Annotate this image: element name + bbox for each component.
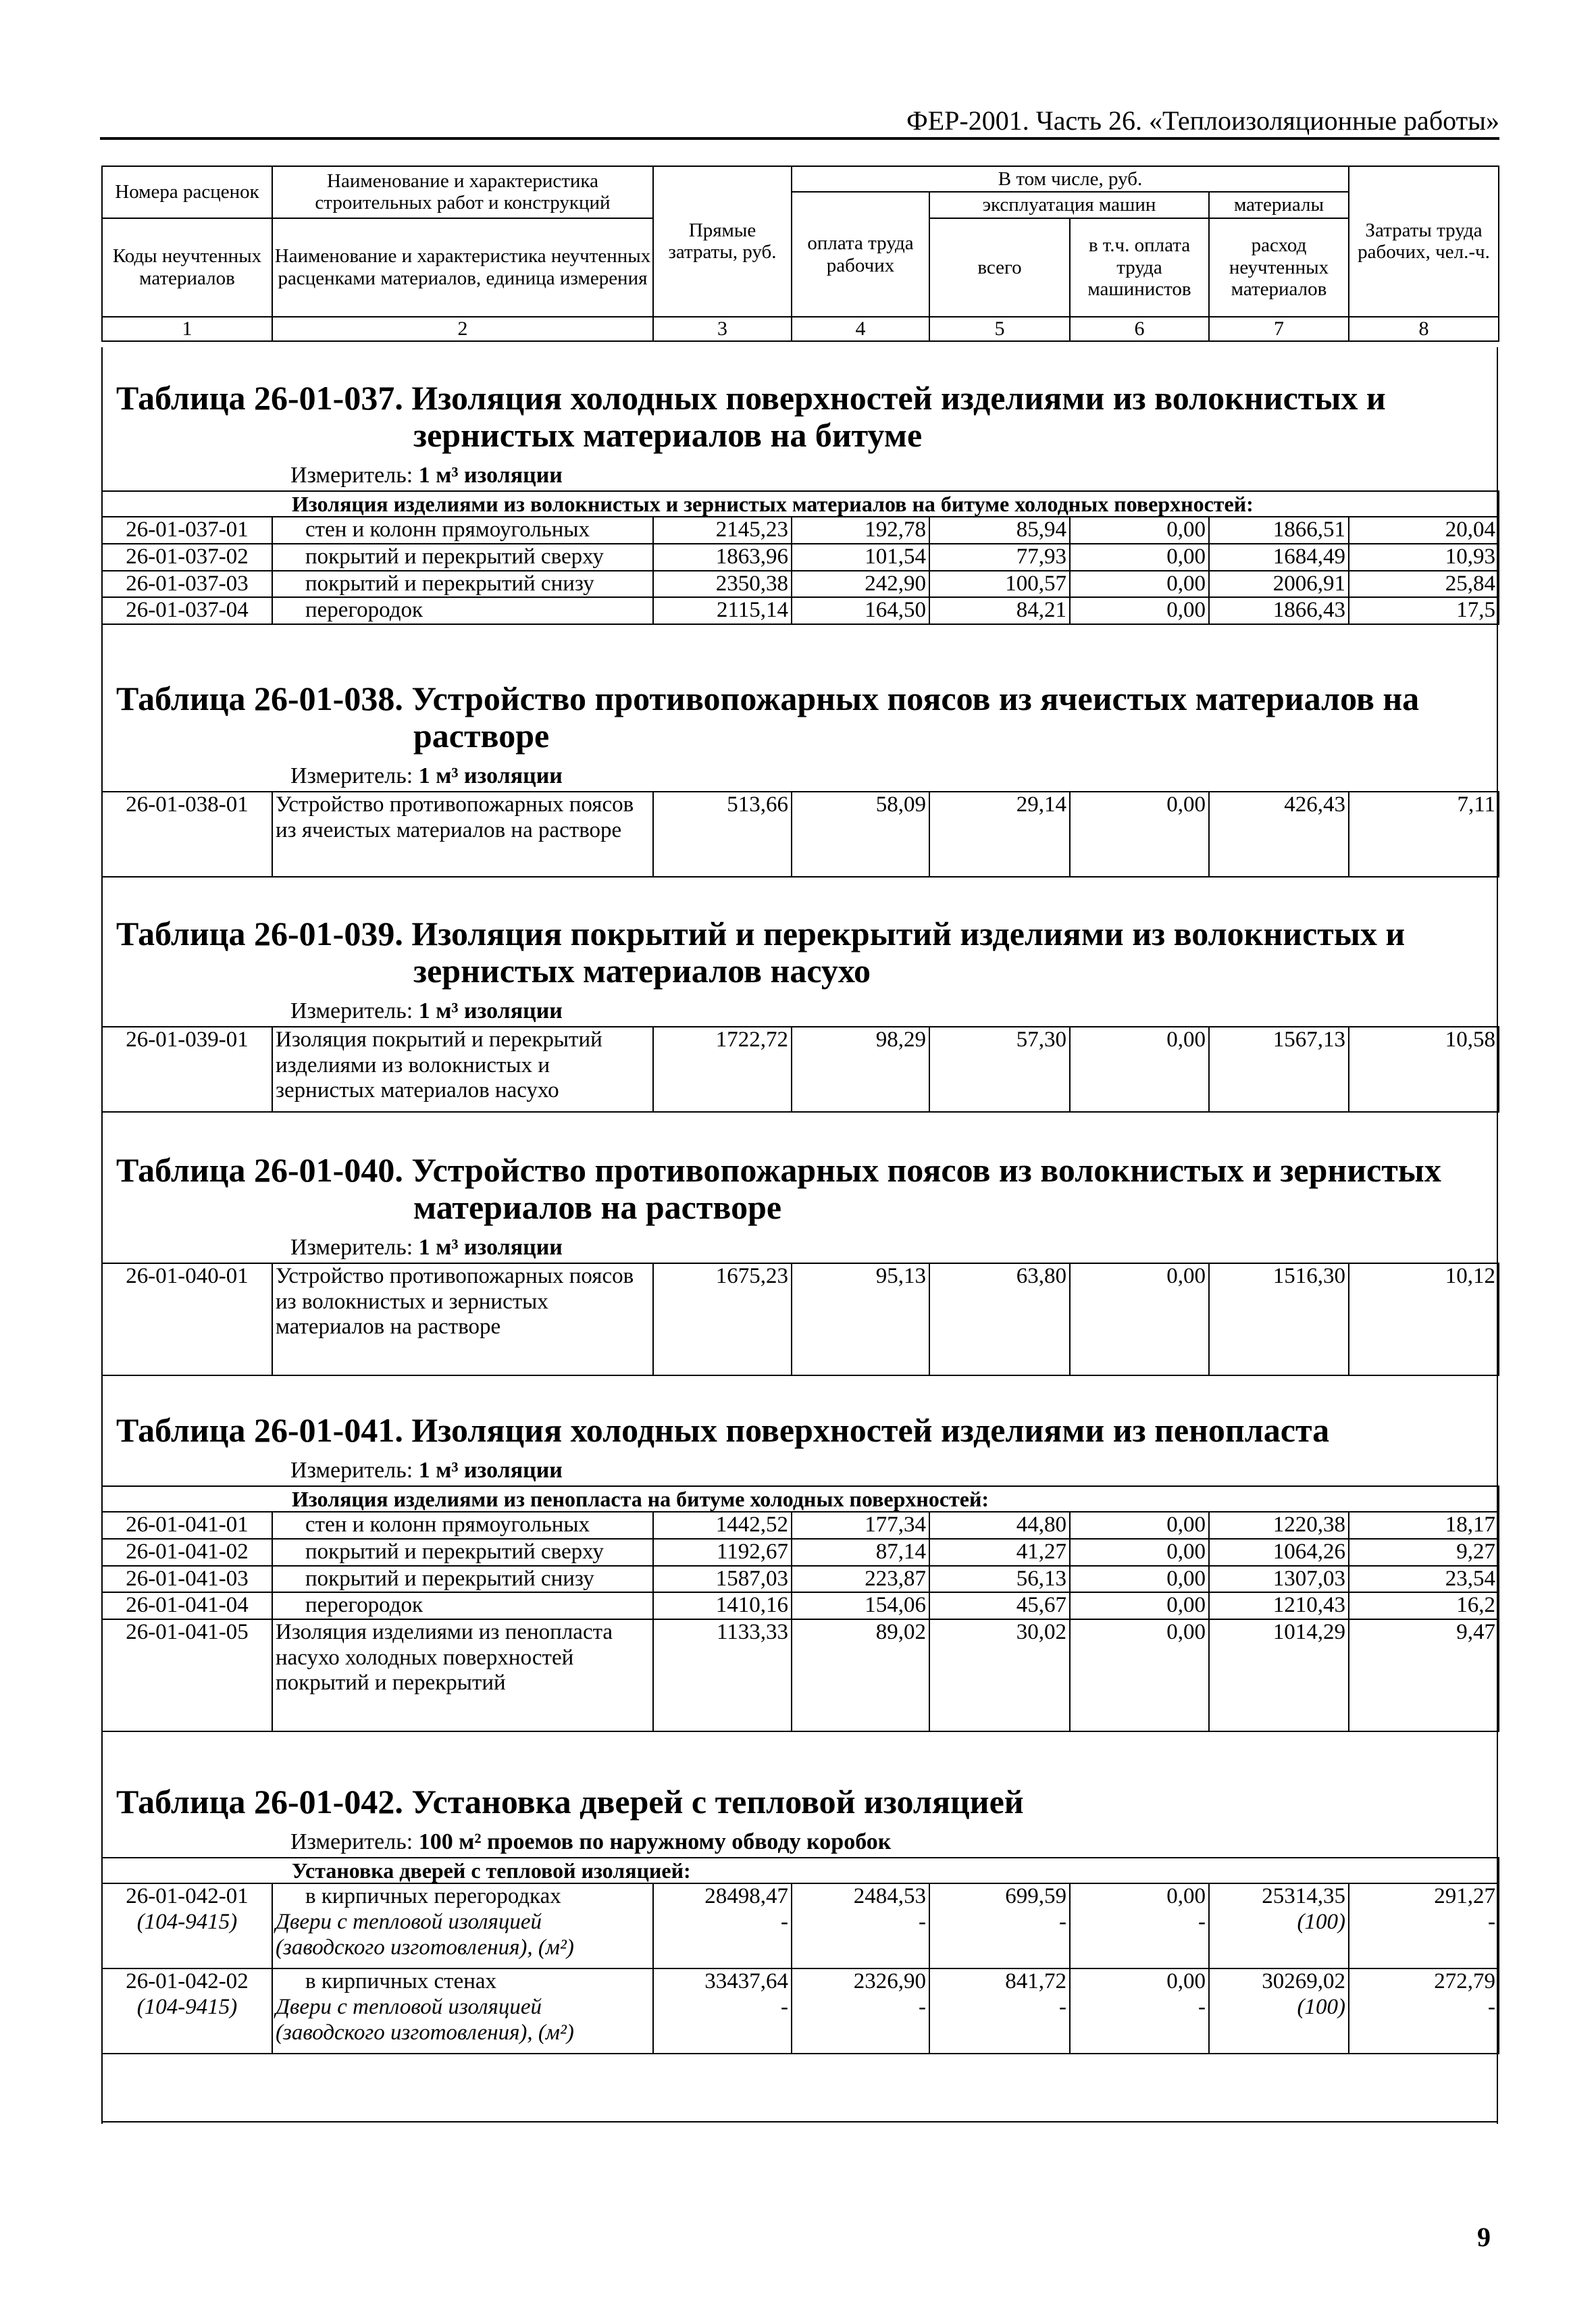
materials-value: 25314,35 — [1262, 1884, 1345, 1909]
machines-total — [929, 1883, 1070, 1968]
work-name: стен и колонн прямоугольных — [272, 517, 653, 544]
header-rule — [100, 137, 1499, 140]
labor-hours: 10,12 — [1349, 1263, 1499, 1375]
machinist-pay — [1070, 1883, 1209, 1968]
section-26-01-037 — [101, 380, 1498, 625]
measure-value: 1 м³ изоляции — [418, 463, 563, 488]
labor-hours: 25,84 — [1349, 571, 1499, 598]
measure-label: Измеритель: — [290, 463, 413, 488]
work-name — [272, 1883, 653, 1968]
direct-costs — [653, 1883, 792, 1968]
labor-hours: 16,2 — [1349, 1592, 1499, 1619]
machines-total: 45,67 — [929, 1592, 1070, 1619]
measure-value: 1 м³ изоляции — [418, 998, 563, 1023]
header-materials: материалы — [1209, 192, 1349, 218]
work-name: перегородок — [272, 597, 653, 624]
direct-costs: 2145,23 — [653, 517, 792, 544]
subheading: Установка дверей с тепловой изоляцией: — [102, 1858, 1499, 1883]
measure-label: Измеритель: — [290, 1829, 413, 1854]
header-worker-pay: оплата труда рабочих — [792, 192, 929, 316]
material-dash: - — [1488, 1910, 1496, 1935]
table-row — [102, 517, 1499, 544]
rates-table — [101, 1026, 1499, 1113]
worker-pay: 95,13 — [792, 1263, 929, 1375]
material-dash: - — [781, 1910, 788, 1935]
measure-line — [290, 1456, 1498, 1485]
materials: 1064,26 — [1209, 1539, 1349, 1566]
worker-pay: 98,29 — [792, 1027, 929, 1112]
labor-hours — [1349, 1883, 1499, 1968]
header-labor-hours: Затраты труда рабочих, чел.-ч. — [1349, 166, 1499, 317]
machinist-pay: 0,00 — [1070, 1566, 1209, 1593]
col-num: 4 — [792, 317, 929, 341]
material-name: Двери с тепловой изоляцией (заводского изготовления), (м²) — [276, 1910, 574, 1960]
header-rate-number: Номера расценок — [102, 166, 272, 218]
materials — [1209, 1968, 1349, 2054]
col-num: 3 — [653, 317, 792, 341]
measure-line — [290, 461, 1498, 490]
machinist-pay: 0,00 — [1070, 1027, 1209, 1112]
section-26-01-039 — [101, 915, 1498, 1113]
labor-hours: 7,11 — [1349, 792, 1499, 877]
work-name-text: в кирпичных стенах — [305, 1969, 497, 1994]
col-num: 5 — [929, 317, 1070, 341]
table-row — [102, 571, 1499, 598]
materials: 1210,43 — [1209, 1592, 1349, 1619]
section-26-01-042 — [101, 1783, 1498, 2054]
subheading: Изоляция изделиями из волокнистых и зернистых материалов на битуме холодных поверхностей: — [102, 491, 1499, 517]
table-row — [102, 1968, 1499, 2054]
materials: 426,43 — [1209, 792, 1349, 877]
materials: 1307,03 — [1209, 1566, 1349, 1593]
rate-code: 26-01-041-02 — [102, 1539, 272, 1566]
section-title-number: Таблица 26-01-037. — [116, 379, 403, 417]
work-name: Изоляция изделиями из пенопласта насухо холодных поверхностей покрытий и перекрытий — [272, 1619, 653, 1731]
materials: 1014,29 — [1209, 1619, 1349, 1731]
labor-hours: 9,47 — [1349, 1619, 1499, 1731]
materials: 1866,51 — [1209, 517, 1349, 544]
rate-code: 26-01-037-01 — [102, 517, 272, 544]
worker-pay: 58,09 — [792, 792, 929, 877]
measure-label: Измеритель: — [290, 1458, 413, 1483]
materials: 1567,13 — [1209, 1027, 1349, 1112]
direct-costs: 1133,33 — [653, 1619, 792, 1731]
worker-pay: 89,02 — [792, 1619, 929, 1731]
machines-total: 100,57 — [929, 571, 1070, 598]
direct-costs: 1442,52 — [653, 1512, 792, 1539]
header-machines-total: всего — [929, 218, 1070, 317]
rate-code: 26-01-037-03 — [102, 571, 272, 598]
rate-code-number: 26-01-042-02 — [126, 1969, 249, 1994]
subheading: Изоляция изделиями из пенопласта на битуме холодных поверхностей: — [102, 1486, 1499, 1512]
direct-costs: 1192,67 — [653, 1539, 792, 1566]
machinist-pay: 0,00 — [1070, 571, 1209, 598]
worker-pay — [792, 1968, 929, 2054]
section-title-number: Таблица 26-01-042. — [116, 1783, 403, 1821]
machinist-pay: 0,00 — [1070, 1539, 1209, 1566]
section-title — [116, 380, 1498, 454]
machines-total: 63,80 — [929, 1263, 1070, 1375]
header-material-codes: Коды неучтенных материалов — [102, 218, 272, 317]
section-title-text-cont: зернистых материалов на битуме — [413, 416, 923, 454]
col-num: 2 — [272, 317, 653, 341]
measure-line — [290, 761, 1498, 791]
materials: 1220,38 — [1209, 1512, 1349, 1539]
material-dash: - — [1488, 1995, 1496, 2020]
section-title — [116, 1412, 1498, 1449]
measure-value: 1 м³ изоляции — [418, 1458, 563, 1483]
rate-code: 26-01-040-01 — [102, 1263, 272, 1375]
worker-pay: 87,14 — [792, 1539, 929, 1566]
rates-table — [101, 1857, 1499, 2054]
direct-costs: 1587,03 — [653, 1566, 792, 1593]
rate-code: 26-01-041-01 — [102, 1512, 272, 1539]
section-title — [116, 1152, 1498, 1226]
measure-line — [290, 1233, 1498, 1263]
measure-label: Измеритель: — [290, 763, 413, 788]
measure-label: Измеритель: — [290, 1235, 413, 1260]
materials: 2006,91 — [1209, 571, 1349, 598]
header-material-use: расход неучтенных материалов — [1209, 218, 1349, 317]
direct-costs: 1722,72 — [653, 1027, 792, 1112]
measure-label: Измеритель: — [290, 998, 413, 1023]
section-26-01-040 — [101, 1152, 1498, 1376]
machinist-pay — [1070, 1968, 1209, 2054]
material-dash: - — [1059, 1910, 1066, 1935]
machines-total: 56,13 — [929, 1566, 1070, 1593]
header-work-name: Наименование и характеристика строительных работ и конструкций — [272, 166, 653, 218]
section-title-text-cont: растворе — [413, 717, 550, 755]
section-title-number: Таблица 26-01-038. — [116, 680, 403, 717]
labor-hours: 10,58 — [1349, 1027, 1499, 1112]
rates-table — [101, 1263, 1499, 1376]
labor-hours-value: 291,27 — [1434, 1884, 1496, 1909]
direct-costs-value: 28498,47 — [704, 1884, 788, 1909]
machines-total: 41,27 — [929, 1539, 1070, 1566]
rate-code — [102, 1968, 272, 2054]
labor-hours: 18,17 — [1349, 1512, 1499, 1539]
table-row — [102, 597, 1499, 624]
header-direct-costs: Прямые затраты, руб. — [653, 166, 792, 317]
section-title-text: Изоляция холодных поверхностей изделиями из пенопласта — [411, 1411, 1330, 1449]
worker-pay: 154,06 — [792, 1592, 929, 1619]
section-title-text: Изоляция покрытий и перекрытий изделиями из волокнистых и — [411, 915, 1406, 952]
col-num: 8 — [1349, 317, 1499, 341]
rate-code: 26-01-039-01 — [102, 1027, 272, 1112]
machines-total: 85,94 — [929, 517, 1070, 544]
rate-code-number: 26-01-042-01 — [126, 1884, 249, 1909]
work-name: Устройство противопожарных поясов из волокнистых и зернистых материалов на растворе — [272, 1263, 653, 1375]
direct-costs — [653, 1968, 792, 2054]
measure-value: 1 м³ изоляции — [418, 763, 563, 788]
rate-code: 26-01-041-03 — [102, 1566, 272, 1593]
section-title-number: Таблица 26-01-041. — [116, 1411, 403, 1449]
machinist-pay: 0,00 — [1070, 517, 1209, 544]
section-title-text: Изоляция холодных поверхностей изделиями из волокнистых и — [411, 379, 1386, 417]
materials: 1516,30 — [1209, 1263, 1349, 1375]
direct-costs: 2115,14 — [653, 597, 792, 624]
machines-total: 30,02 — [929, 1619, 1070, 1731]
work-name: Устройство противопожарных поясов из ячеистых материалов на растворе — [272, 792, 653, 877]
worker-pay-value: 2326,90 — [853, 1969, 926, 1994]
header-material-names: Наименование и характеристика неучтенных расценками материалов, единица измерения — [272, 218, 653, 317]
materials-value: 30269,02 — [1262, 1969, 1345, 1994]
table-row — [102, 792, 1499, 877]
direct-costs: 513,66 — [653, 792, 792, 877]
work-name: перегородок — [272, 1592, 653, 1619]
machinist-pay: 0,00 — [1070, 792, 1209, 877]
rate-code — [102, 1883, 272, 1968]
section-title-text-cont: материалов на растворе — [413, 1188, 782, 1226]
machines-total-value: 699,59 — [1005, 1884, 1066, 1909]
section-title-text: Устройство противопожарных поясов из волокнистых и зернистых — [411, 1151, 1441, 1189]
col-num: 7 — [1209, 317, 1349, 341]
section-26-01-038 — [101, 680, 1498, 878]
col-num: 6 — [1070, 317, 1209, 341]
labor-hours: 17,5 — [1349, 597, 1499, 624]
machinist-pay: 0,00 — [1070, 597, 1209, 624]
worker-pay: 164,50 — [792, 597, 929, 624]
section-26-01-041 — [101, 1412, 1498, 1732]
labor-hours: 20,04 — [1349, 517, 1499, 544]
material-amount: (100) — [1297, 1995, 1345, 2020]
machines-total: 77,93 — [929, 544, 1070, 571]
rate-code: 26-01-037-04 — [102, 597, 272, 624]
rates-table — [101, 490, 1499, 625]
materials — [1209, 1883, 1349, 1968]
running-header: ФЕР-2001. Часть 26. «Теплоизоляционные работы» — [906, 105, 1499, 136]
measure-value: 1 м³ изоляции — [418, 1235, 563, 1260]
col-num: 1 — [102, 317, 272, 341]
table-row — [102, 1619, 1499, 1731]
material-dash: - — [1198, 1910, 1206, 1935]
section-title — [116, 1783, 1498, 1821]
machines-total: 29,14 — [929, 792, 1070, 877]
measure-value: 100 м² проемов по наружному обводу коробок — [418, 1829, 892, 1854]
machines-total — [929, 1968, 1070, 2054]
table-row — [102, 1566, 1499, 1593]
rate-code: 26-01-041-05 — [102, 1619, 272, 1731]
table-row — [102, 1883, 1499, 1968]
direct-costs: 1410,16 — [653, 1592, 792, 1619]
material-dash: - — [919, 1995, 926, 2020]
header-machinist-pay: в т.ч. оплата труда машинистов — [1070, 218, 1209, 317]
machinist-pay: 0,00 — [1070, 1263, 1209, 1375]
measure-line — [290, 996, 1498, 1026]
labor-hours: 9,27 — [1349, 1539, 1499, 1566]
work-name: стен и колонн прямоугольных — [272, 1512, 653, 1539]
materials: 1684,49 — [1209, 544, 1349, 571]
column-header-table — [101, 166, 1499, 342]
machinist-pay: 0,00 — [1070, 544, 1209, 571]
direct-costs: 1863,96 — [653, 544, 792, 571]
worker-pay: 223,87 — [792, 1566, 929, 1593]
material-code: (104-9415) — [136, 1995, 238, 2020]
work-name: покрытий и перекрытий сверху — [272, 1539, 653, 1566]
section-title — [116, 680, 1498, 755]
work-name: покрытий и перекрытий сверху — [272, 544, 653, 571]
worker-pay — [792, 1883, 929, 1968]
material-dash: - — [919, 1910, 926, 1935]
worker-pay: 177,34 — [792, 1512, 929, 1539]
table-row — [102, 1592, 1499, 1619]
work-name — [272, 1968, 653, 2054]
machines-total: 84,21 — [929, 597, 1070, 624]
material-code: (104-9415) — [136, 1910, 238, 1935]
header-including: В том числе, руб. — [792, 166, 1349, 192]
labor-hours: 23,54 — [1349, 1566, 1499, 1593]
table-row — [102, 544, 1499, 571]
section-title-number: Таблица 26-01-039. — [116, 915, 403, 952]
work-name: покрытий и перекрытий снизу — [272, 571, 653, 598]
material-dash: - — [781, 1995, 788, 2020]
page-number: 9 — [1477, 2222, 1491, 2252]
section-title-text: Установка дверей с тепловой изоляцией — [411, 1783, 1024, 1821]
machinist-pay: 0,00 — [1070, 1512, 1209, 1539]
machinist-pay: 0,00 — [1070, 1619, 1209, 1731]
worker-pay: 192,78 — [792, 517, 929, 544]
machines-total-value: 841,72 — [1005, 1969, 1066, 1994]
machinist-pay-value: 0,00 — [1166, 1969, 1206, 1994]
table-row — [102, 1539, 1499, 1566]
labor-hours-value: 272,79 — [1434, 1969, 1496, 1994]
table-row — [102, 1263, 1499, 1375]
rate-code: 26-01-041-04 — [102, 1592, 272, 1619]
table-row — [102, 1027, 1499, 1112]
material-dash: - — [1198, 1995, 1206, 2020]
machinist-pay-value: 0,00 — [1166, 1884, 1206, 1909]
work-name-text: в кирпичных перегородках — [305, 1884, 561, 1909]
worker-pay: 101,54 — [792, 544, 929, 571]
direct-costs: 1675,23 — [653, 1263, 792, 1375]
material-amount: (100) — [1297, 1910, 1345, 1935]
rates-table — [101, 1485, 1499, 1732]
rate-code: 26-01-038-01 — [102, 792, 272, 877]
rate-code: 26-01-037-02 — [102, 544, 272, 571]
machinist-pay: 0,00 — [1070, 1592, 1209, 1619]
section-title-number: Таблица 26-01-040. — [116, 1151, 403, 1189]
direct-costs-value: 33437,64 — [704, 1969, 788, 1994]
measure-line — [290, 1827, 1498, 1857]
worker-pay: 242,90 — [792, 571, 929, 598]
section-title-text: Устройство противопожарных поясов из ячеистых материалов на — [411, 680, 1420, 717]
labor-hours — [1349, 1968, 1499, 2054]
labor-hours: 10,93 — [1349, 544, 1499, 571]
materials: 1866,43 — [1209, 597, 1349, 624]
work-name: Изоляция покрытий и перекрытий изделиями из волокнистых и зернистых материалов насухо — [272, 1027, 653, 1112]
machines-total: 57,30 — [929, 1027, 1070, 1112]
rates-table — [101, 791, 1499, 878]
work-name: покрытий и перекрытий снизу — [272, 1566, 653, 1593]
header-machines: эксплуатация машин — [929, 192, 1209, 218]
material-name: Двери с тепловой изоляцией (заводского изготовления), (м²) — [276, 1995, 574, 2045]
direct-costs: 2350,38 — [653, 571, 792, 598]
machines-total: 44,80 — [929, 1512, 1070, 1539]
section-title — [116, 915, 1498, 990]
worker-pay-value: 2484,53 — [853, 1884, 926, 1909]
material-dash: - — [1059, 1995, 1066, 2020]
section-title-text-cont: зернистых материалов насухо — [413, 952, 871, 990]
table-row — [102, 1512, 1499, 1539]
body-frame-bottom — [101, 2121, 1498, 2123]
